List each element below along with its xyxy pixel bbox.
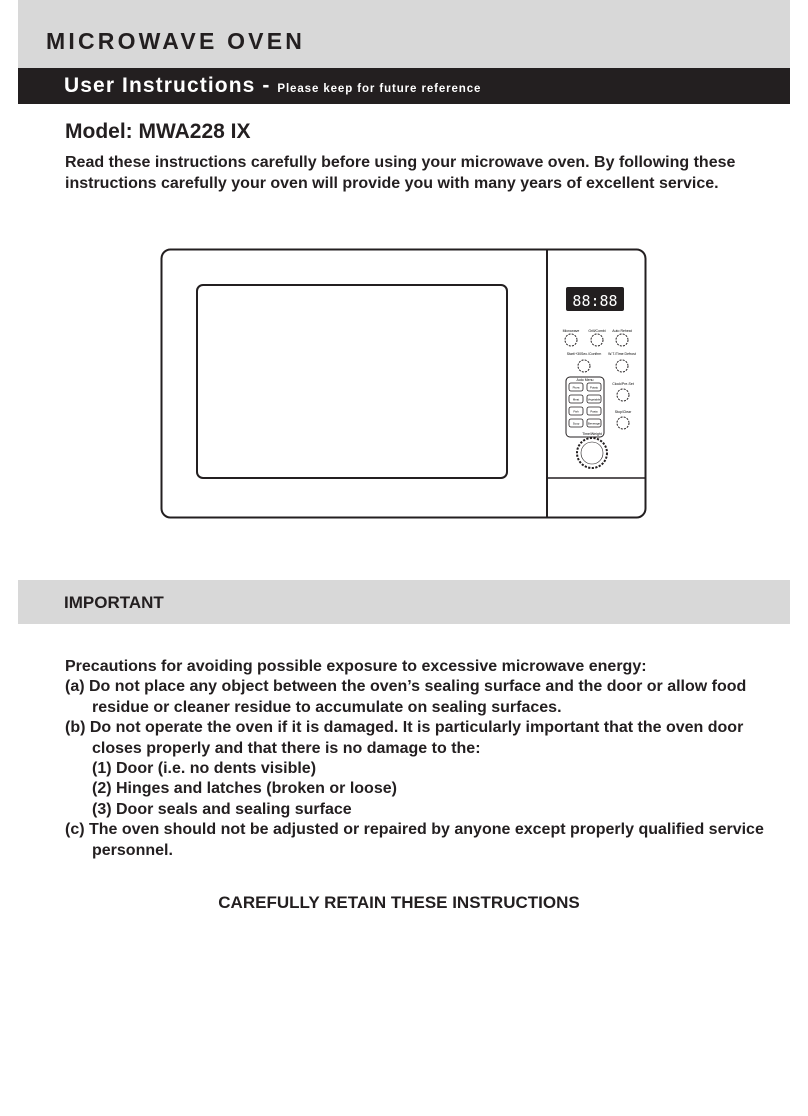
auto-menu-text-4: Vegetable xyxy=(587,397,601,402)
btn-label-defrost: W.T./Time Defrost xyxy=(608,352,636,356)
subtitle-main: User Instructions xyxy=(64,74,256,97)
dial-knob-center xyxy=(581,442,603,464)
precautions-lead: Precautions for avoiding possible exposure to excessive microwave energy: xyxy=(65,658,647,675)
important-band xyxy=(18,580,790,624)
auto-menu-text-5: Fish xyxy=(573,409,579,414)
btn-label-auto-reheat: Auto Reheat xyxy=(612,329,632,333)
microwave-oven-illustration xyxy=(160,248,647,519)
subtitle xyxy=(64,74,481,98)
auto-menu-label: Auto Menu xyxy=(576,378,594,382)
auto-menu-text-8: Beverage xyxy=(588,421,600,426)
auto-menu-text-2: Potato xyxy=(589,385,599,390)
precaution-item: (b) Do not operate the oven if it is damaged. It is particularly important that the oven door closes properly and that there is no damage to the: xyxy=(65,719,744,757)
subtitle-separator: - xyxy=(255,74,278,97)
precaution-item: (c) The oven should not be adjusted or repaired by anyone except properly qualified service personnel. xyxy=(65,821,764,859)
oven-window xyxy=(197,285,507,478)
auto-menu-text-3: Meat xyxy=(572,397,580,402)
btn-label-grill: Grill/Combi xyxy=(588,329,606,333)
dial-label: Time/Weight xyxy=(582,432,602,436)
model-heading: Model: MWA228 IX xyxy=(65,120,251,143)
document-title: MICROWAVE OVEN xyxy=(46,28,306,54)
precautions-block xyxy=(65,657,785,861)
display-digits: 88:88 xyxy=(572,292,618,310)
btn-label-stop: Stop/Clear xyxy=(614,410,632,414)
retain-instructions-note: CAREFULLY RETAIN THESE INSTRUCTIONS xyxy=(218,893,580,912)
subtitle-band xyxy=(18,68,790,104)
btn-label-start: Start/+30Sec./Confirm xyxy=(566,352,602,356)
auto-menu-text-1: Pizza xyxy=(572,385,580,390)
precaution-sub-item: (3) Door seals and sealing surface xyxy=(92,800,352,818)
precaution-sub-item: (1) Door (i.e. no dents visible) xyxy=(92,760,317,778)
auto-menu-text-6: Pasta xyxy=(590,409,598,414)
subtitle-note: Please keep for future reference xyxy=(277,83,482,95)
intro-paragraph: Read these instructions carefully before using your microwave oven. By following these instructions carefully your oven will provide you with many years of excellent service. xyxy=(65,154,736,192)
auto-menu-text-7: Soup xyxy=(572,421,580,426)
btn-label-clock: Clock/Pre-Set xyxy=(612,382,634,386)
btn-label-microwave: Microwave xyxy=(562,329,580,333)
precaution-item: (a) Do not place any object between the oven’s sealing surface and the door or allow food residue or cleaner residue to accumulate on sealing surfaces. xyxy=(65,678,747,716)
important-heading: IMPORTANT xyxy=(64,593,164,612)
precaution-sub-item: (2) Hinges and latches (broken or loose) xyxy=(92,780,397,798)
